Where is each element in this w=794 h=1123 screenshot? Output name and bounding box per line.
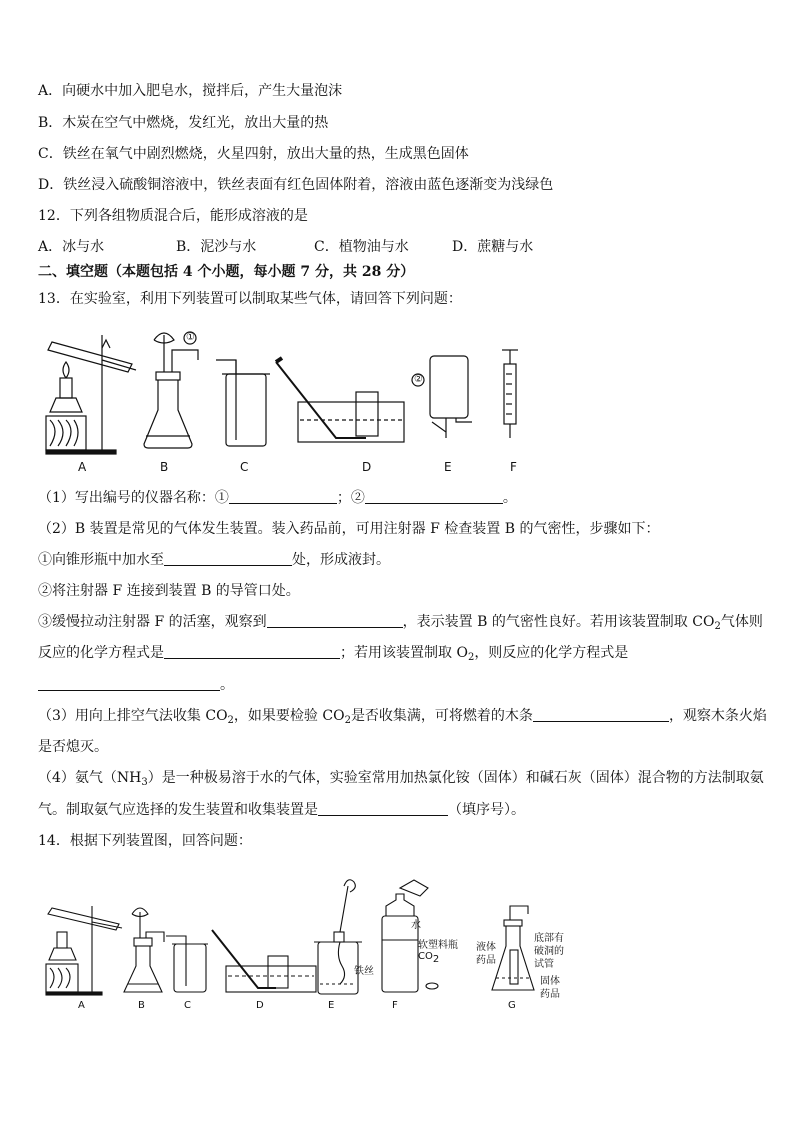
q13-step3: ③缓慢拉动注射器 F 的活塞，观察到 ，表示装置 B 的气密性良好。若用该装置制取 $CO_2$气体则 — [38, 614, 763, 632]
q13-part2: （2）B 装置是常见的气体发生装置。装入药品前，可用注射器 F 检查装置 B 的气密性，步骤如下： — [38, 521, 660, 537]
apparatus-g — [492, 906, 534, 990]
fig14-label-c: C — [184, 1000, 191, 1011]
apparatus-c — [166, 936, 208, 992]
q12-option-b: B．泥沙与水 — [176, 239, 257, 255]
fig14-water-label: 水 — [411, 920, 421, 931]
answer-blank-1[interactable] — [229, 489, 337, 504]
q13-step3-cont: 反应的化学方程式是 ；若用该装置制取 $O_2$，则反应的化学方程式是 — [38, 645, 629, 663]
apparatus-a — [46, 335, 136, 454]
q13-part1: （1）写出编号的仪器名称：① ；② 。 — [38, 490, 517, 506]
q13-step2: ②将注射器 F 连接到装置 B 的导管口处。 — [38, 583, 300, 599]
apparatus-d — [212, 930, 316, 992]
fig13-label-b: B — [160, 460, 169, 474]
q13-part4: （4）氨气$(NH_3)$是一种极易溶于水的气体，实验室常用加热氯化铵（固体）和碱石灰（固体）混合物的方法制取氨 — [38, 770, 764, 788]
q12-options — [38, 237, 533, 257]
apparatus-d — [276, 358, 404, 442]
q12-option-c: C．植物油与水 — [314, 239, 409, 255]
apparatus-b — [144, 332, 198, 448]
answer-blank-2[interactable] — [365, 489, 503, 504]
fig14-iron-wire-label: 铁丝 — [354, 966, 374, 977]
fig14-tube-label-2: 破洞的 — [534, 946, 564, 957]
answer-blank-7[interactable] — [533, 707, 669, 722]
q12-option-d: D．蔗糖与水 — [452, 239, 534, 255]
fig14-label-b: B — [138, 1000, 145, 1011]
answer-blank-6[interactable] — [38, 676, 220, 691]
q13-step3-end: 。 — [38, 675, 234, 695]
q13-step1: ①向锥形瓶中加水至 处，形成液封。 — [38, 552, 390, 568]
q12-stem: 12．下列各组物质混合后，能形成溶液的是 — [38, 208, 308, 224]
fig14-solid-label-1: 固体 — [540, 976, 560, 987]
fig14-bottle-label: 软塑料瓶 — [418, 940, 458, 951]
fig14-label-f: F — [392, 1000, 398, 1011]
fig13-label-a: A — [78, 460, 87, 474]
fig14-label-d: D — [256, 1000, 264, 1011]
q11-option-c: C．铁丝在氧气中剧烈燃烧，火星四射，放出大量的热，生成黑色固体 — [38, 146, 469, 162]
q12-option-a: A．冰与水 — [38, 239, 105, 255]
fig14-solid-label-2: 药品 — [540, 989, 560, 1000]
fig14-tube-label-1: 底部有 — [534, 933, 564, 944]
apparatus-c — [216, 360, 270, 446]
apparatus-f — [502, 350, 518, 438]
marker-2: ② — [414, 374, 423, 385]
fig13-label-f: F — [510, 460, 517, 474]
q11-option-d: D．铁丝浸入硫酸铜溶液中，铁丝表面有红色固体附着，溶液由蓝色逐渐变为浅绿色 — [38, 177, 554, 193]
answer-blank-3[interactable] — [164, 551, 292, 566]
fig14-label-g: G — [508, 1000, 516, 1011]
marker-1: ① — [186, 332, 195, 343]
q11-option-b: B．木炭在空气中燃烧，发红光，放出大量的热 — [38, 115, 329, 131]
q13-part4-cont: 气。制取氨气应选择的发生装置和收集装置是 （填序号）。 — [38, 802, 525, 818]
fig13-label-c: C — [240, 460, 249, 474]
answer-blank-5[interactable] — [164, 644, 340, 659]
fig14-label-e: E — [328, 1000, 335, 1011]
q13-part3: （3）用向上排空气法收集 $CO_2$，如果要检验 $CO_2$是否收集满，可将燃着的木条 ，观察木条火焰 — [38, 708, 767, 726]
apparatus-b — [124, 908, 164, 992]
fig14-liquid-label-2: 药品 — [476, 955, 496, 966]
fig14-co2-label: $CO_2$ — [418, 951, 440, 965]
apparatus-a — [46, 906, 122, 995]
fig14-tube-label-3: 试管 — [534, 959, 554, 970]
q11-option-a: A．向硬水中加入肥皂水，搅拌后，产生大量泡沫 — [38, 83, 343, 99]
q13-apparatus-figure — [36, 320, 536, 480]
q13-stem: 13．在实验室，利用下列装置可以制取某些气体，请回答下列问题： — [38, 291, 462, 307]
answer-blank-8[interactable] — [318, 801, 448, 816]
fig14-label-a: A — [78, 1000, 85, 1011]
section-heading: 二、填空题（本题包括 4 个小题，每小题 7 分，共 28 分） — [38, 264, 415, 280]
fig13-label-e: E — [444, 460, 452, 474]
q13-part3-cont: 是否熄灭。 — [38, 739, 108, 755]
answer-blank-4[interactable] — [267, 613, 403, 628]
apparatus-e — [412, 356, 472, 438]
q14-stem: 14．根据下列装置图，回答问题： — [38, 833, 252, 849]
fig13-label-d: D — [362, 460, 372, 474]
fig14-liquid-label-1: 液体 — [476, 942, 496, 953]
